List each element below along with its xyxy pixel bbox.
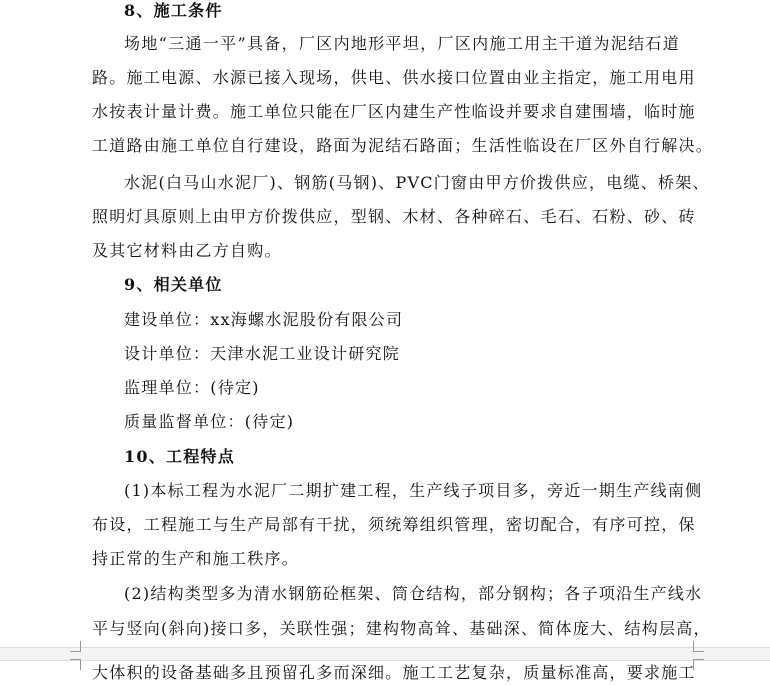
page-break-divider [0, 647, 770, 661]
paragraph-line: 工道路由施工单位自行建设，路面为泥结石路面；生活性临设在厂区外自行解决。 [92, 136, 714, 155]
paragraph-line: 场地“三通一平”具备，厂区内地形平坦，厂区内施工用主干道为泥结石道 [124, 34, 680, 53]
paragraph-line: 大体积的设备基础多且预留孔多而深细。施工工艺复杂，质量标准高，要求施工 [92, 663, 696, 682]
paragraph-line: (1)本标工程为水泥厂二期扩建工程，生产线子项目多，旁近一期生产线南侧 [124, 481, 703, 500]
paragraph-line: 布设，工程施工与生产局部有干扰，须统筹组织管理，密切配合，有序可控，保 [92, 515, 696, 534]
paragraph-line: 及其它材料由乙方自购。 [92, 241, 282, 260]
paragraph-line: 持正常的生产和施工秩序。 [92, 549, 300, 568]
section-8-heading: 8、施工条件 [124, 1, 223, 20]
paragraph-line: 水按表计量计费。施工单位只能在厂区内建生产性临设并要求自建围墙，临时施 [92, 102, 696, 121]
paragraph-line: (2)结构类型多为清水钢筋砼框架、筒仓结构，部分钢构；各子项沿生产线水 [124, 584, 703, 603]
unit-line-quality: 质量监督单位：(待定) [124, 412, 295, 431]
paragraph-line: 照明灯具原则上由甲方价拨供应，型钢、木材、各种碎石、毛石、石粉、砂、砖 [92, 207, 696, 226]
unit-line-design: 设计单位：天津水泥工业设计研究院 [124, 344, 401, 363]
unit-line-construction: 建设单位：xx海螺水泥股份有限公司 [124, 310, 404, 329]
crop-mark [70, 641, 81, 652]
paragraph-line: 水泥(白马山水泥厂)、钢筋(马钢)、PVC门窗由甲方价拨供应，电缆、桥架、 [124, 173, 710, 192]
crop-mark [70, 659, 81, 670]
section-10-heading: 10、工程特点 [124, 447, 236, 466]
unit-line-supervision: 监理单位：(待定) [124, 378, 260, 397]
paragraph-line: 路。施工电源、水源已接入现场，供电、供水接口位置由业主指定，施工用电用 [92, 68, 696, 87]
section-9-heading: 9、相关单位 [124, 275, 223, 294]
paragraph-line: 平与竖向(斜向)接口多，关联性强；建构物高耸、基础深、简体庞大、结构层高， [92, 619, 711, 638]
crop-mark [693, 641, 704, 652]
